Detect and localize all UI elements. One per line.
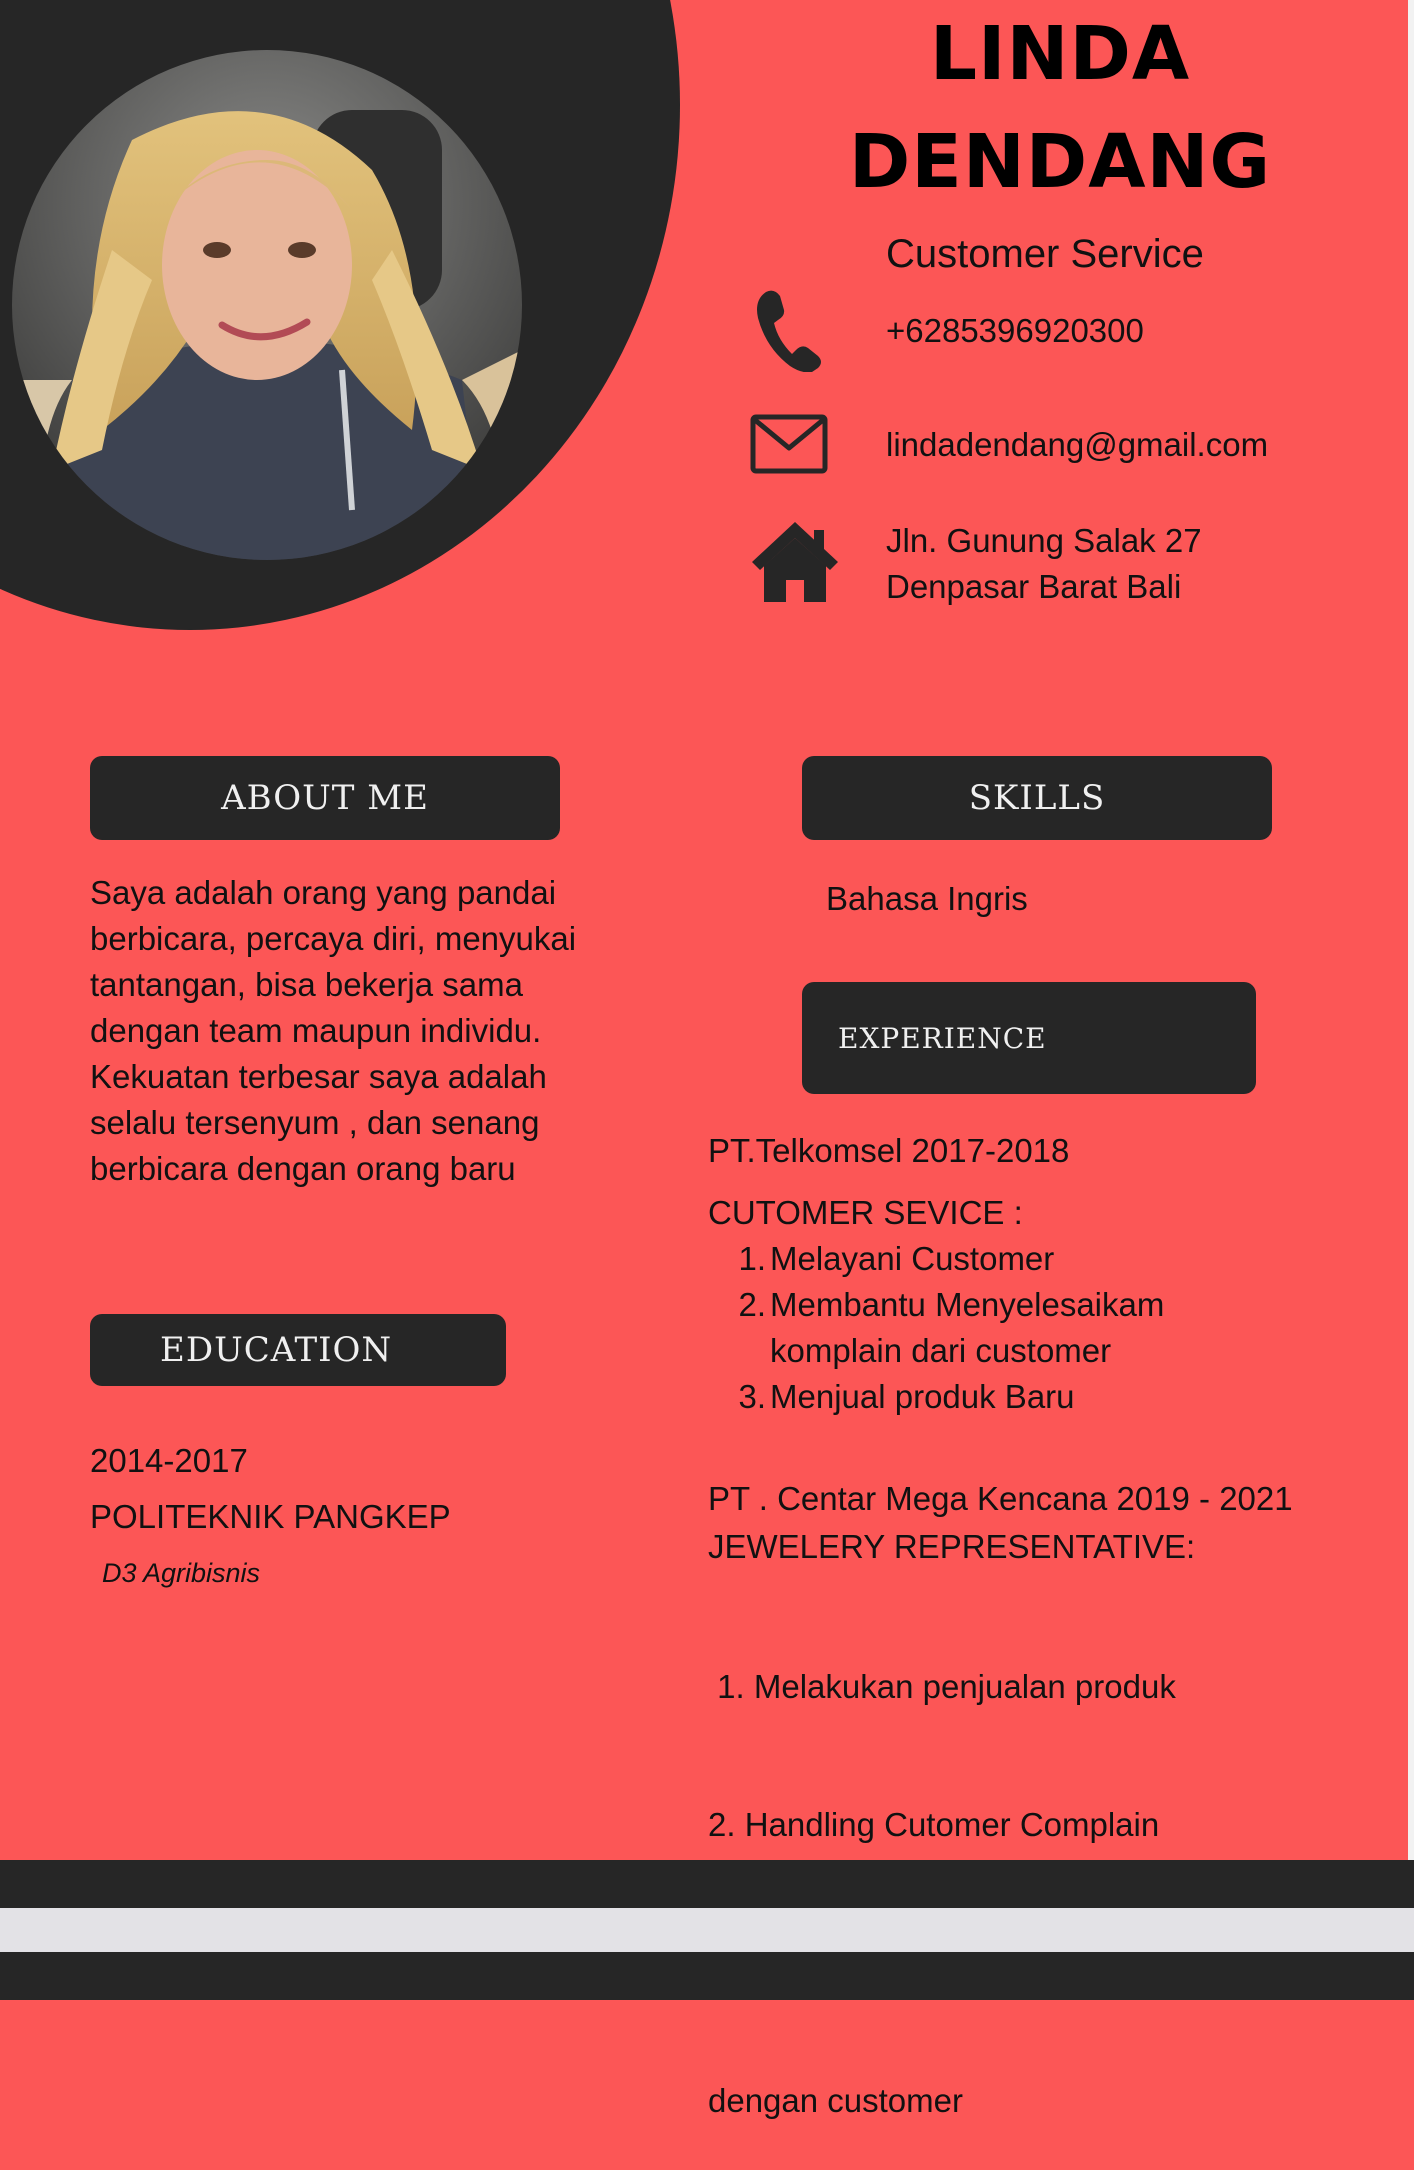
list-number <box>728 1328 766 1374</box>
job2-title: JEWELERY REPRESENTATIVE: <box>708 1528 1196 1565</box>
footer-band-bottom <box>0 1952 1414 2000</box>
list-item <box>728 1328 1164 1374</box>
education-heading-label: EDUCATION <box>160 1330 393 1370</box>
about-heading <box>90 756 560 840</box>
about-heading-label: ABOUT ME <box>221 778 429 818</box>
footer-band-top <box>0 1860 1414 1908</box>
name-line-2: DENDANG <box>848 119 1272 205</box>
education-program: D3 Agribisnis <box>102 1558 261 1588</box>
phone-icon <box>752 288 822 377</box>
phone-number: +6285396920300 <box>886 312 1144 349</box>
about-line: berbicara dengan orang baru <box>90 1150 516 1187</box>
list-text: Melayani Customer <box>770 1240 1055 1277</box>
experience-heading-label: EXPERIENCE <box>838 1021 1047 1055</box>
about-line: berbicara, percaya diri, menyukai <box>90 920 577 957</box>
education-heading <box>90 1314 506 1386</box>
job-role: Customer Service <box>886 232 1204 276</box>
page-edge <box>1408 0 1414 2000</box>
job1-title <box>708 1190 1023 1236</box>
about-line: Saya adalah orang yang pandai <box>90 874 557 911</box>
list-item <box>728 1374 1164 1420</box>
job1-title-text: CUTOMER SEVICE <box>708 1194 1005 1231</box>
job1-company: PT.Telkomsel 2017-2018 <box>708 1132 1070 1169</box>
skills-heading-label: SKILLS <box>968 778 1106 818</box>
skill-item: Bahasa Ingris <box>826 880 1028 917</box>
name-line-1: LINDA <box>929 11 1191 97</box>
about-line: tantangan, bisa bekerja sama <box>90 966 523 1003</box>
list-text: Membantu Menyelesaikam <box>770 1286 1165 1323</box>
duty-line: dengan customer <box>708 2082 963 2119</box>
job1-duties <box>728 1236 1164 1420</box>
list-item <box>728 1282 1164 1328</box>
home-icon <box>750 520 840 609</box>
address-line-2: Denpasar Barat Bali <box>886 568 1182 605</box>
about-text <box>90 870 576 1192</box>
envelope-icon <box>750 414 828 479</box>
list-text: komplain dari customer <box>770 1332 1112 1369</box>
address-line-1: Jln. Gunung Salak 27 <box>886 522 1202 559</box>
profile-photo <box>12 50 522 560</box>
duty-line: 1. Melakukan penjualan produk <box>708 1668 1176 1705</box>
job1-title-suffix: : <box>1004 1194 1023 1231</box>
education-years: 2014-2017 <box>90 1442 248 1479</box>
experience-heading <box>802 982 1256 1094</box>
about-line: selalu tersenyum , dan senang <box>90 1104 540 1141</box>
list-number: 1. <box>738 1240 766 1277</box>
duty-line: 2. Handling Cutomer Complain <box>708 1806 1160 1843</box>
about-line: Kekuatan terbesar saya adalah <box>90 1058 547 1095</box>
education-school: POLITEKNIK PANGKEP <box>90 1498 451 1535</box>
candidate-name <box>760 0 1360 216</box>
list-number: 2. <box>738 1286 766 1323</box>
list-text: Menjual produk Baru <box>770 1378 1075 1415</box>
skills-heading <box>802 756 1272 840</box>
list-item <box>728 1236 1164 1282</box>
job2-company: PT . Centar Mega Kencana 2019 - 2021 <box>708 1480 1293 1517</box>
about-line: dengan team maupun individu. <box>90 1012 542 1049</box>
list-number: 3. <box>738 1378 766 1415</box>
footer-band-light <box>0 1908 1414 1952</box>
home-address <box>886 518 1202 610</box>
email-address: lindadendang@gmail.com <box>886 426 1269 463</box>
